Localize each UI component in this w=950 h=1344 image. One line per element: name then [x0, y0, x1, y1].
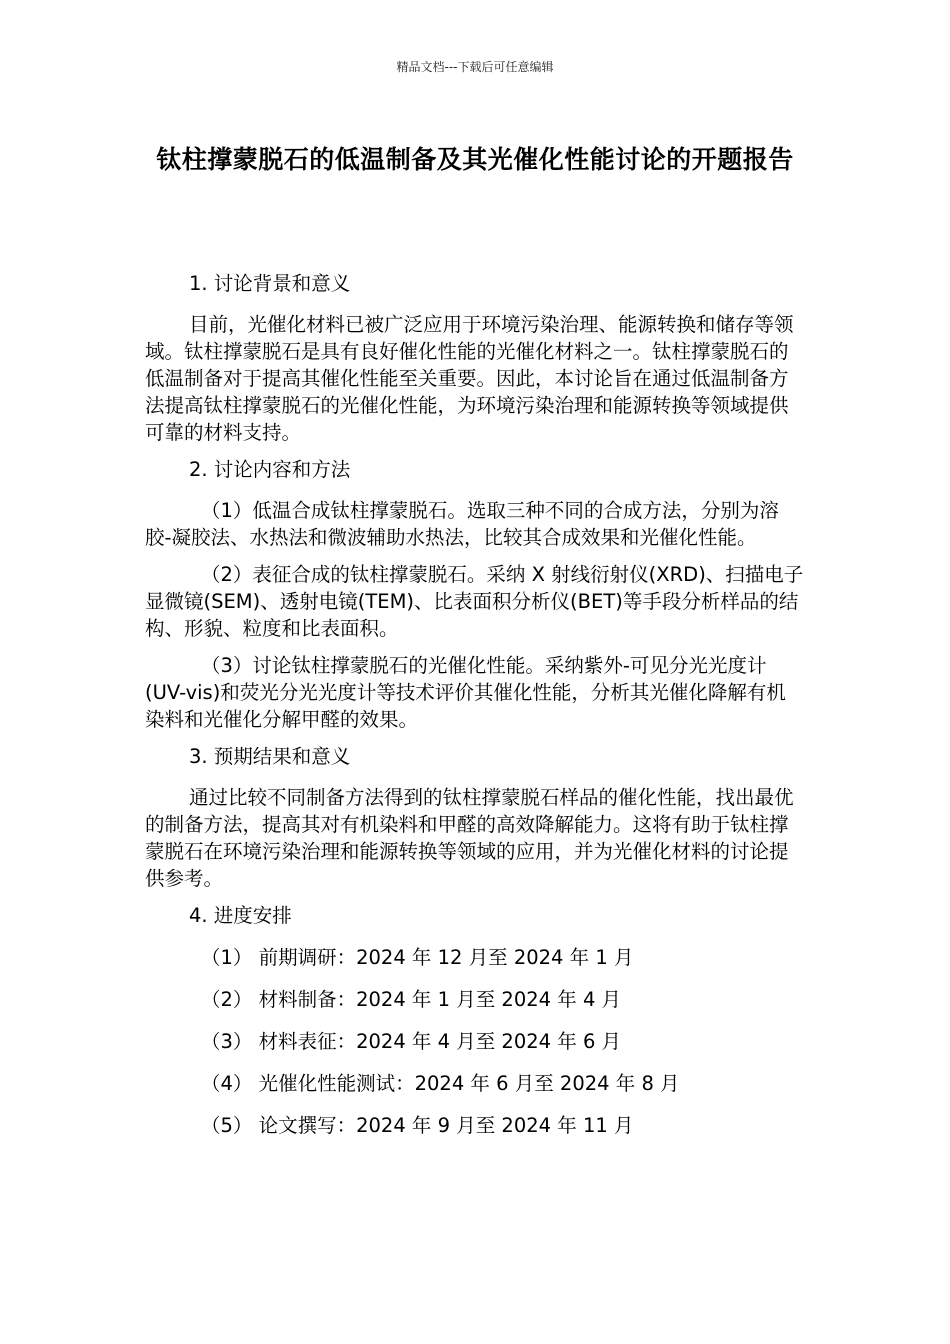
paragraph-expected-results: 通过比较不同制备方法得到的钛柱撑蒙脱石样品的催化性能，找出最优的制备方法，提高其对有机染料和甲醛的高效降解能力。这将有助于钛柱撑蒙脱石在环境污染治理和能源转换等领域的应用，并为光催化材料的讨论提供参考。 — [145, 786, 794, 890]
document-title: 钛柱撑蒙脱石的低温制备及其光催化性能讨论的开题报告 — [156, 145, 794, 174]
schedule-item: （2） 材料制备：2024 年 1 月至 2024 年 4 月 — [201, 988, 622, 1011]
section-heading-schedule: 4. 进度安排 — [189, 904, 292, 927]
schedule-item: （3） 材料表征：2024 年 4 月至 2024 年 6 月 — [201, 1030, 622, 1053]
list-item-synthesis: （1）低温合成钛柱撑蒙脱石。选取三种不同的合成方法，分别为溶胶-凝胶法、水热法和微波辅助水热法，比较其合成效果和光催化性能。 — [145, 499, 779, 549]
list-item-characterization: （2）表征合成的钛柱撑蒙脱石。采纳 X 射线衍射仪(XRD)、扫描电子显微镜(SEM)、透射电镜(TEM)、比表面积分析仪(BET)等手段分析样品的结构、形貌、粒度和比表面积。 — [145, 563, 804, 640]
section-heading-expected-results: 3. 预期结果和意义 — [189, 745, 351, 768]
paragraph-background: 目前，光催化材料已被广泛应用于环境污染治理、能源转换和储存等领域。钛柱撑蒙脱石是具有良好催化性能的光催化材料之一。钛柱撑蒙脱石的低温制备对于提高其催化性能至关重要。因此，本讨论旨在通过低温制备方法提高钛柱撑蒙脱石的光催化性能，为环境污染治理和能源转换等领域提供可靠的材料支持。 — [145, 313, 794, 444]
list-item-photocatalysis: （3）讨论钛柱撑蒙脱石的光催化性能。采纳紫外-可见分光光度计(UV-vis)和荧光分光光度计等技术评价其催化性能，分析其光催化降解有机染料和光催化分解甲醛的效果。 — [145, 654, 786, 731]
section-heading-background: 1. 讨论背景和意义 — [189, 272, 351, 295]
schedule-item: （1） 前期调研：2024 年 12 月至 2024 年 1 月 — [201, 946, 634, 969]
schedule-item: （4） 光催化性能测试：2024 年 6 月至 2024 年 8 月 — [201, 1072, 680, 1095]
section-heading-content-methods: 2. 讨论内容和方法 — [189, 458, 351, 481]
page-header-note: 精品文档---下载后可任意编辑 — [396, 60, 554, 74]
schedule-item: （5） 论文撰写：2024 年 9 月至 2024 年 11 月 — [201, 1114, 634, 1137]
document-body — [145, 270, 805, 1139]
